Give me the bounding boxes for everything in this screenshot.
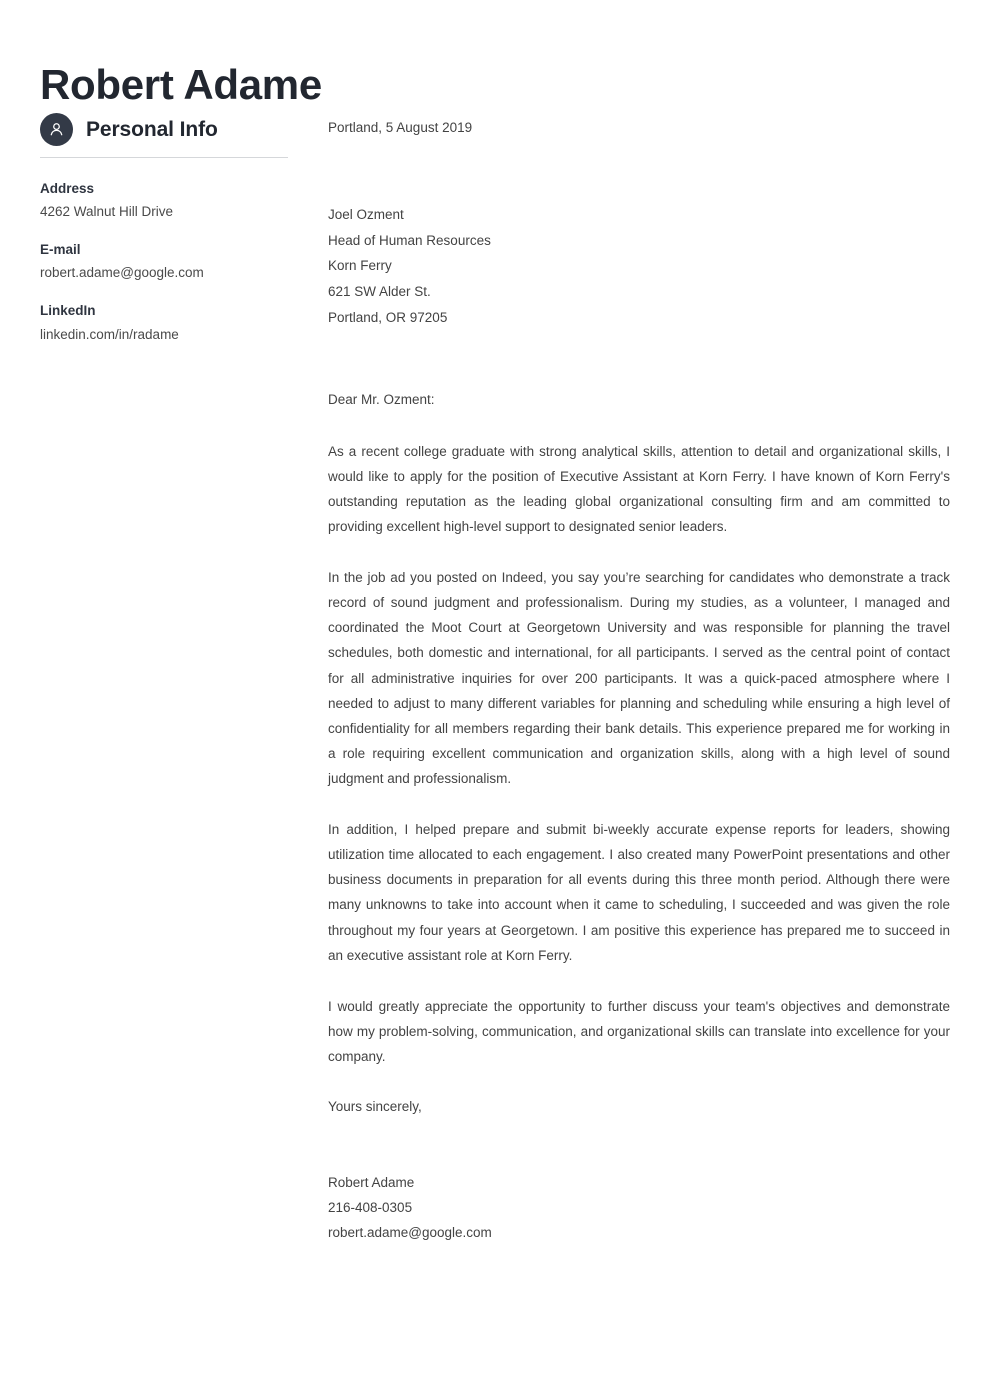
info-item-linkedin [40, 301, 288, 345]
signature-block [328, 1170, 950, 1246]
info-value-address: 4262 Walnut Hill Drive [40, 204, 174, 220]
signature-phone[interactable]: 216-408-0305 [328, 1199, 413, 1215]
recipient-company: Korn Ferry [328, 258, 392, 274]
info-item-email [40, 240, 288, 284]
personal-info-list [40, 179, 288, 346]
signature-email[interactable]: robert.adame@google.com [328, 1225, 492, 1241]
signature-name: Robert Adame [328, 1174, 415, 1190]
info-value-linkedin[interactable]: linkedin.com/in/radame [40, 326, 179, 342]
recipient-street: 621 SW Alder St. [328, 284, 431, 300]
sidebar-section-title: Personal Info [86, 117, 218, 141]
recipient-name: Joel Ozment [328, 206, 404, 222]
closing-line: Yours sincerely, [328, 1099, 422, 1115]
letter-paragraph-3: In addition, I helped prepare and submit bi-weekly accurate expense reports for leaders, showing utilization time allocated to each engagement. I also created many PowerPoint presentations and other business documents in preparation for all events during this three month period. Although there were many unknowns to take into account when it came to scheduling, I succeeded and was given the role throughout my four years at Georgetown. I am positive this experience has prepared me to succeed in an executive assistant role at Korn Ferry. [328, 822, 950, 963]
letter-body [328, 117, 950, 1245]
letter-paragraph-2: In the job ad you posted on Indeed, you say you’re searching for candidates who demonstrate a track record of sound judgment and professionalism. During my studies, as a volunteer, I managed and coordinated the Moot Court at Georgetown University and was responsible for planning the travel schedules, both domestic and international, for all participants. I served as the central point of contact for all administrative inquiries for over 200 participants. It was a quick-paced atmosphere where I needed to adjust to many different variables for planning and scheduling while ensuring a high level of confidentiality for all members regarding their bank details. This experience prepared me for working in a role requiring excellent communication and organization skills, along with a high level of sound judgment and professionalism. [328, 570, 950, 787]
recipient-address-block [328, 202, 950, 332]
info-label: E-mail [40, 242, 81, 258]
info-value-email[interactable]: robert.adame@google.com [40, 265, 204, 281]
letter-date: Portland, 5 August 2019 [328, 120, 473, 135]
letter-paragraph-1: As a recent college graduate with strong analytical skills, attention to detail and organizational skills, I would like to apply for the position of Executive Assistant at Korn Ferry. I have known of Korn Ferry's outstanding reputation as the leading global organizational consulting firm and am committed to providing excellent high-level support to designated senior leaders. [328, 443, 950, 535]
recipient-title: Head of Human Resources [328, 232, 491, 248]
info-item-address [40, 179, 288, 223]
person-badge-icon [40, 113, 73, 146]
info-label: Address [40, 181, 95, 196]
letter-paragraph-4: I would greatly appreciate the opportunity to further discuss your team's objectives and demonstrate how my problem-solving, communication, and organizational skills can translate into excellence for your company. [328, 998, 950, 1065]
salutation: Dear Mr. Ozment: [328, 392, 435, 408]
page-title: Robert Adame [40, 61, 322, 109]
sidebar-personal-info [40, 113, 288, 346]
sidebar-section-header [40, 113, 288, 158]
info-label: LinkedIn [40, 303, 96, 319]
recipient-city: Portland, OR 97205 [328, 310, 448, 326]
